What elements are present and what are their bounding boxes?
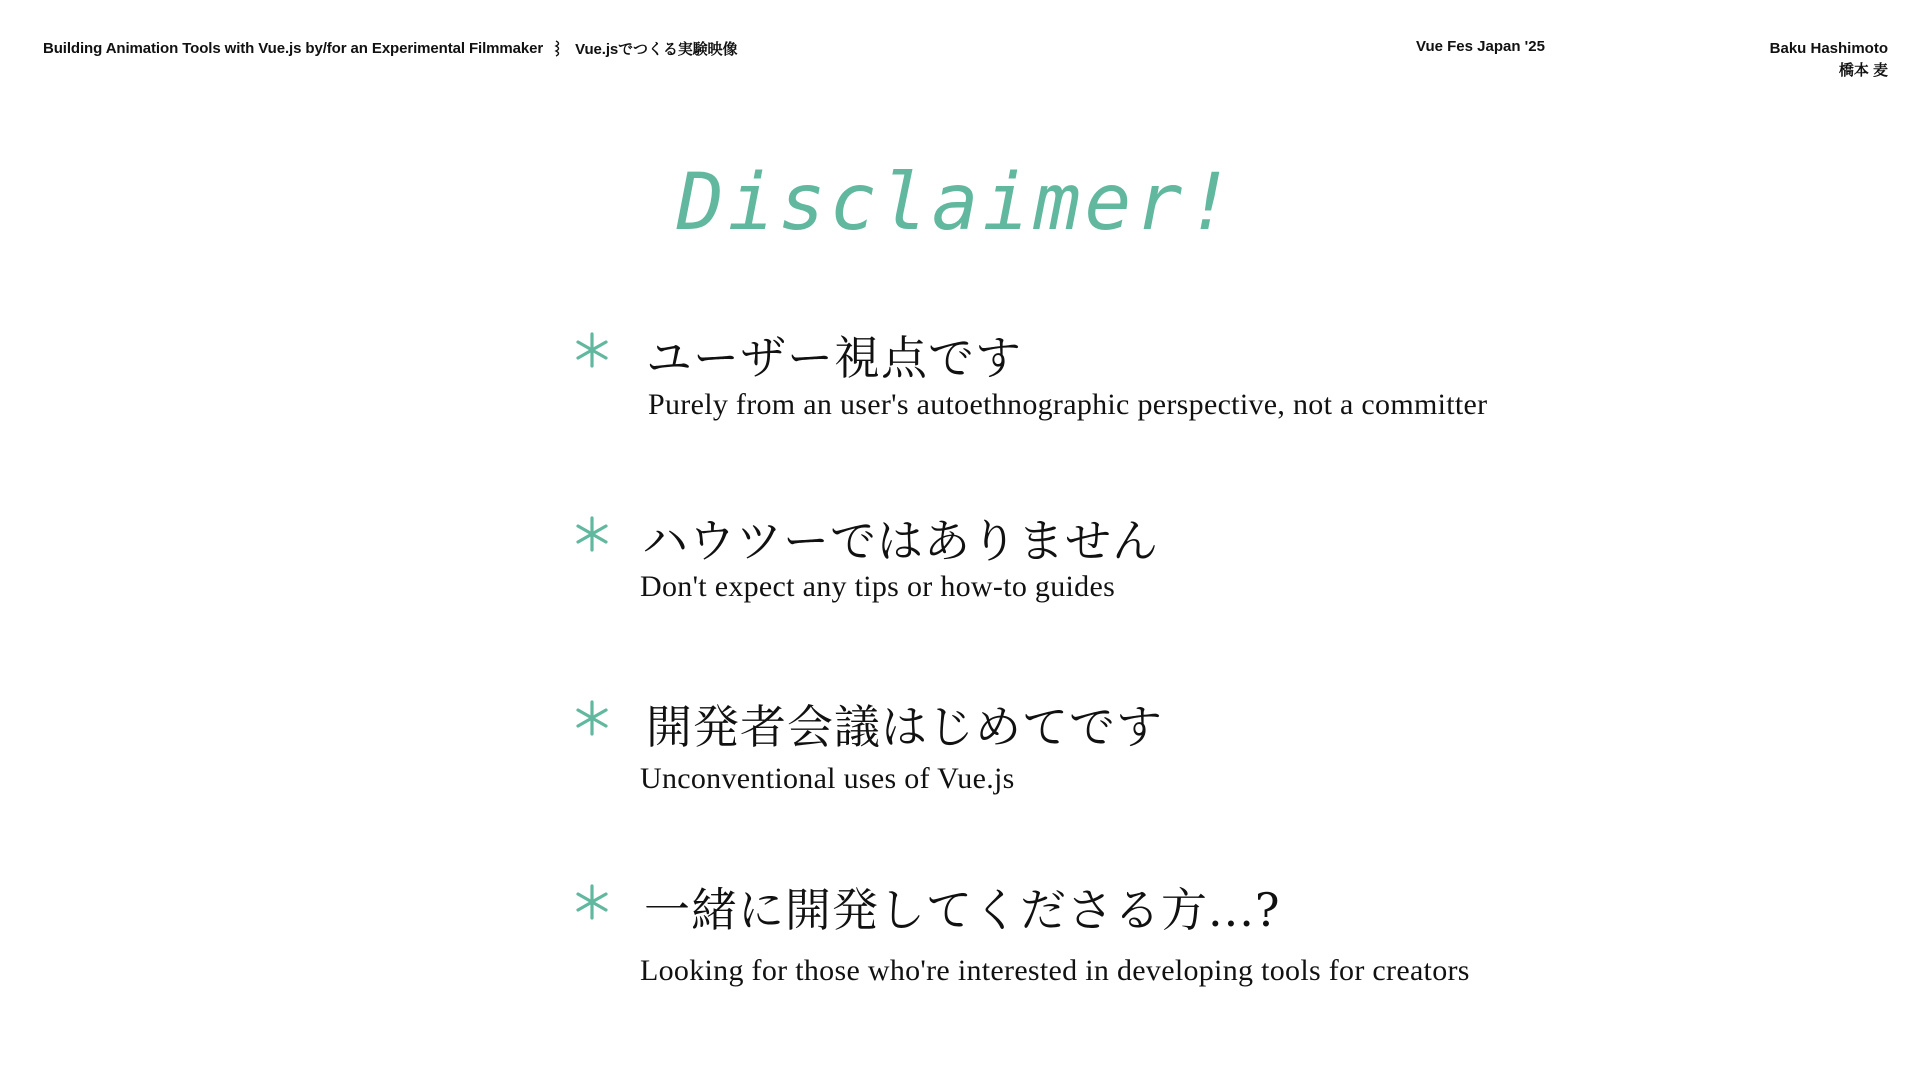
asterisk-star-icon	[574, 332, 610, 368]
item-jp-text: 開発者会議はじめてです	[646, 700, 1163, 754]
speaker-name-jp: 橋本 麦	[1838, 62, 1888, 79]
item-jp-text: ハウツーではありません	[642, 514, 1159, 568]
item-jp-text: ユーザー視点です	[646, 331, 1022, 385]
asterisk-star-icon	[574, 884, 610, 920]
talk-title	[43, 38, 737, 59]
slide-title	[0, 158, 1920, 248]
item-en-text: Purely from an user's autoethnographic perspective, not a committer	[648, 388, 1488, 421]
asterisk-star-icon	[574, 516, 610, 552]
item-en-text: Unconventional uses of Vue.js	[640, 762, 1015, 795]
item-en-text: Don't expect any tips or how-to guides	[640, 570, 1116, 603]
asterisk-star-icon	[574, 700, 610, 736]
speaker	[1770, 38, 1888, 82]
talk-title-jp: Vue.jsでつくる実験映像	[575, 41, 738, 58]
speaker-name-en: Baku Hashimoto	[1769, 40, 1888, 57]
item-en-text: Looking for those who're interested in developing tools for creators	[640, 954, 1470, 987]
item-jp-text: 一緒に開発してくださる方...?	[644, 883, 1281, 937]
talk-title-en: Building Animation Tools with Vue.js by/for an Experimental Filmmaker	[43, 40, 544, 57]
event-name: Vue Fes Japan '25	[1416, 38, 1545, 55]
slide-title-text: Disclaimer!	[676, 158, 1238, 248]
squiggle-separator-icon	[553, 40, 563, 58]
